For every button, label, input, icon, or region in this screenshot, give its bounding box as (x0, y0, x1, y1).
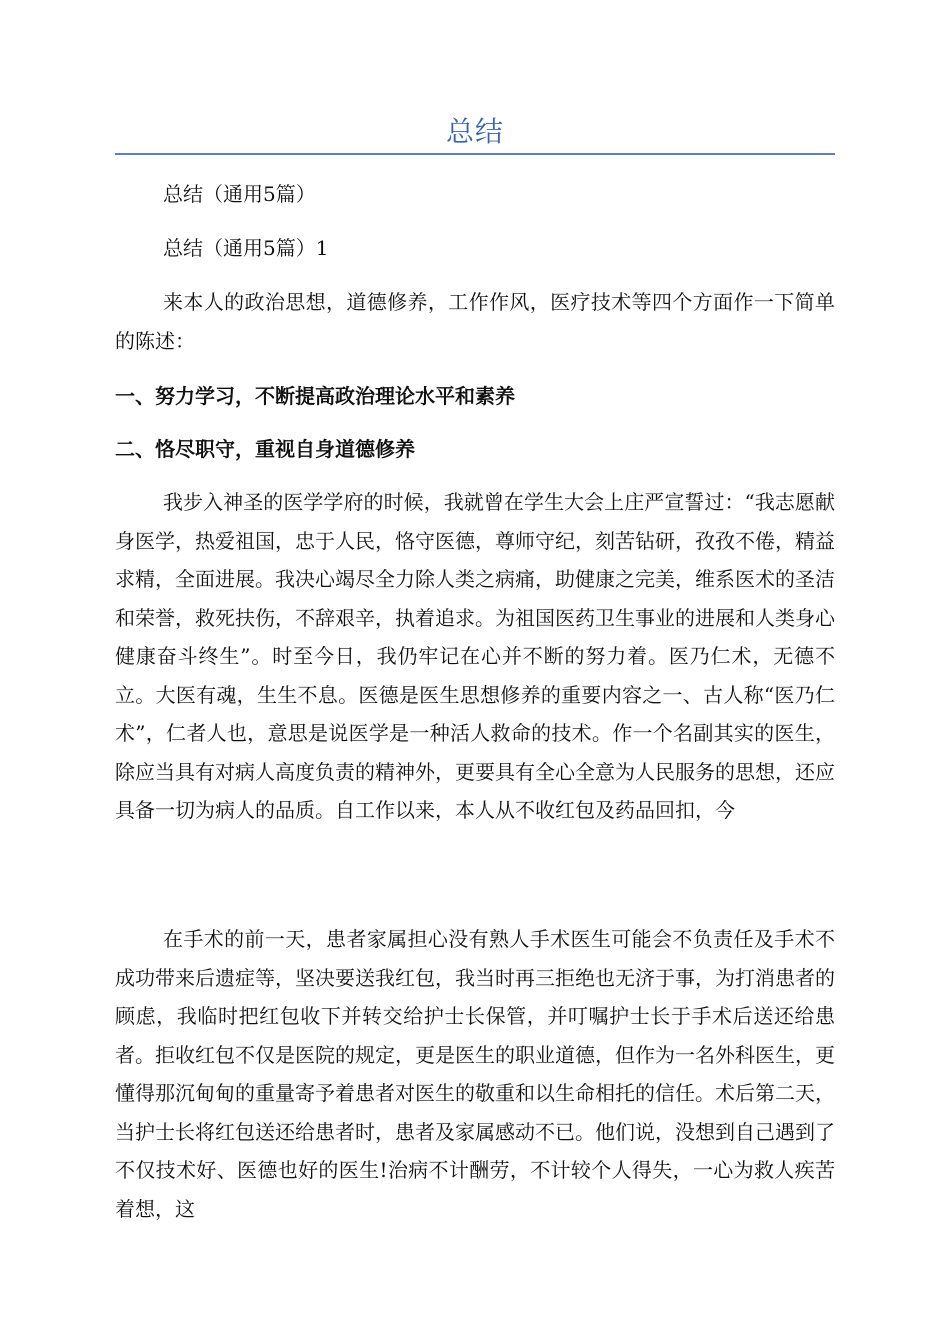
intro-paragraph: 来本人的政治思想，道德修养，工作作风，医疗技术等四个方面作一下简单的陈述： (115, 290, 835, 353)
body-paragraph-1: 我步入神圣的医学学府的时候，我就曾在学生大会上庄严宣誓过：“我志愿献身医学，热爱祖国，忠于人民，恪守医德，尊师守纪，刻苦钻研，孜孜不倦，精益求精，全面进展。我决心竭尽全力除人类之病痛，助健康之完美，维系医术的圣洁和荣誉，救死扶伤，不辞艰辛，执着追求。为祖国医药卫生事业的进展和人类身心健康奋斗终生”。时至今日，我仍牢记在心并不断的努力着。医乃仁术，无德不立。大医有魂，生生不息。医德是医生思想修养的重要内容之一、古人称“医乃仁术”，仁者人也，意思是说医学是一种活人救命的技术。作一个名副其实的医生，除应当具有对病人高度负责的精神外，更要具有全心全意为人民服务的思想，还应具备一切为病人的品质。自工作以来，本人从不收红包及药品回扣，今 (115, 490, 835, 822)
section-label: 总结（通用5篇）1 (163, 236, 329, 260)
title-underline (115, 153, 835, 155)
document-title: 总结 (445, 115, 504, 148)
section-heading-2: 二、恪尽职守，重视自身道德修养 (115, 437, 415, 461)
subtitle-line: 总结（通用5篇） (163, 182, 316, 206)
body-paragraph-2: 在手术的前一天，患者家属担心没有熟人手术医生可能会不负责任及手术不成功带来后遗症等，坚决要送我红包，我当时再三拒绝也无济于事，为打消患者的顾虑，我临时把红包收下并转交给护士长保管，并叮嘱护士长于手术后送还给患者。拒收红包不仅是医院的规定，更是医生的职业道德，但作为一名外科医生，更懂得那沉甸甸的重量寄予着患者对医生的敬重和以生命相托的信任。术后第二天，当护士长将红包送还给患者时，患者及家属感动不已。他们说，没想到自己遇到了不仅技术好、医德也好的医生!治病不计酬劳，不计较个人得失，一心为救人疾苦着想，这 (115, 927, 835, 1221)
section-heading-1: 一、努力学习，不断提高政治理论水平和素养 (115, 384, 515, 408)
